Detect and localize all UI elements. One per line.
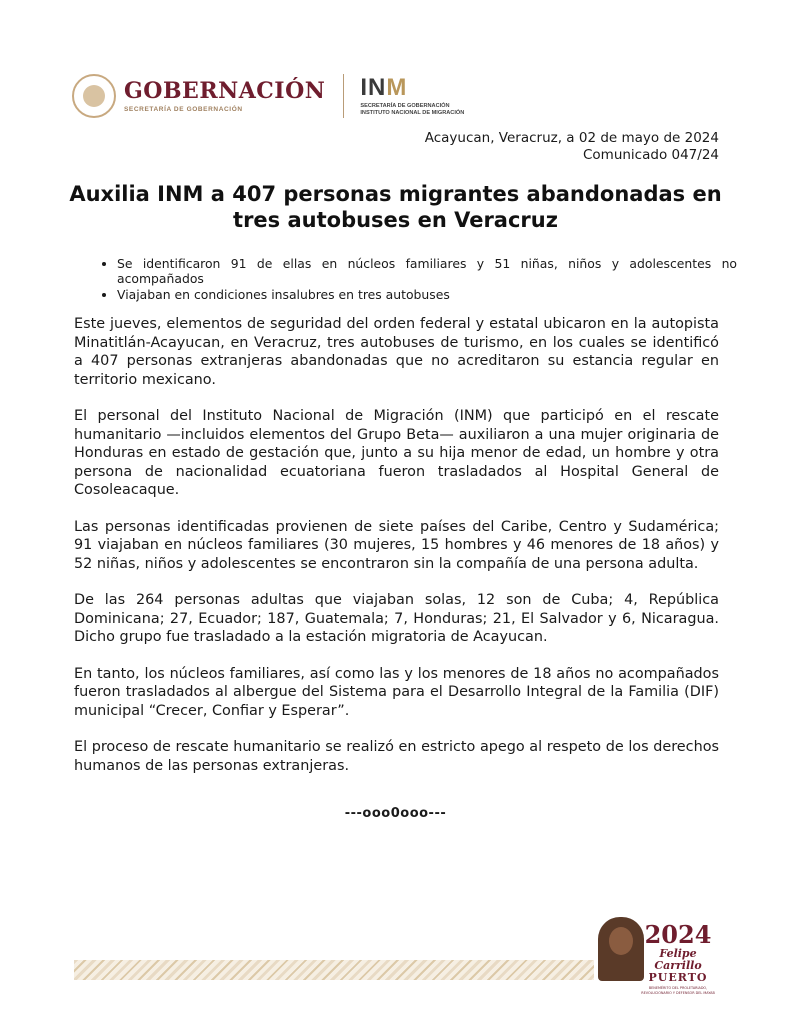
communique-number: Comunicado 047/24 [582, 147, 719, 163]
inm-wordmark [360, 73, 464, 101]
gobernacion-subtitle: SECRETARÍA DE GOBERNACIÓN [124, 106, 243, 113]
badge-name-line2: PUERTO [648, 971, 708, 984]
summary-bullets [99, 256, 737, 303]
paragraph: De las 264 personas adultas que viajaban solas, 12 son de Cuba; 4, República Dominicana; 27, Ecuador; 187, Guatemala; 7, Honduras; 21, El Salvador y 6, Nicaragua. Dicho grupo fue trasladado a la estación migratoria de Acayucan. [74, 592, 719, 645]
body-text [74, 315, 719, 793]
inm-subtitle-1: SECRETARÍA DE GOBERNACIÓN [360, 102, 450, 109]
badge-year: 2024 [644, 920, 712, 949]
inm-wordmark-left: IN [360, 73, 387, 101]
badge-name-line1: Felipe Carrillo [654, 947, 702, 972]
closing-mark: ---ooo0ooo--- [344, 806, 447, 821]
badge-tagline: BENEMÉRITO DEL PROLETARIADO, REVOLUCIONARIO Y DEFENSOR DEL MAYAB [641, 986, 715, 995]
decorative-footer-band [74, 960, 594, 980]
gobernacion-logo [124, 79, 325, 113]
national-seal-icon [72, 74, 116, 118]
inm-logo [360, 73, 465, 117]
headline: Auxilia INM a 407 personas migrantes abandonadas en tres autobuses en Veracruz [69, 182, 722, 232]
place-date: Acayucan, Veracruz, a 02 de mayo de 2024 [424, 130, 719, 146]
paragraph: Este jueves, elementos de seguridad del orden federal y estatal ubicaron en la autopista Minatitlán-Acayucan, en Veracruz, tres autobuses de turismo, en los cuales se identificó a 407 personas extranjeras abandonadas que no acreditaron su estancia regular en territorio mexicano. [74, 316, 719, 388]
dateline [425, 130, 719, 164]
letterhead [72, 68, 464, 124]
paragraph: El personal del Instituto Nacional de Migración (INM) que participó en el rescate humanitario —incluidos elementos del Grupo Beta— auxiliaron a una mujer originaria de Honduras en estado de gestación que, junto a su hija menor de edad, un hombre y otra persona de nacionalidad ecuatoriana fueron trasladados al Hospital General de Cosoleacaque. [74, 408, 719, 498]
bullet-item: • Se identificaron 91 de ellas en núcleos familiares y 51 niñas, niños y adolescentes no acompañados [117, 256, 737, 286]
commemorative-year-badge [636, 922, 720, 995]
paragraph: En tanto, los núcleos familiares, así como las y los menores de 18 años no acompañados fueron trasladados al albergue del Sistema para el Desarrollo Integral de la Familia (DIF) municipal “Crecer, Confiar y Esperar”. [74, 665, 719, 719]
logo-divider [343, 74, 344, 118]
bullet-item: • Viajaban en condiciones insalubres en tres autobuses [117, 287, 737, 302]
inm-subtitle-2: INSTITUTO NACIONAL DE MIGRACIÓN [360, 109, 465, 116]
paragraph: El proceso de rescate humanitario se realizó en estricto apego al respeto de los derechos humanos de las personas extranjeras. [74, 739, 719, 774]
paragraph: Las personas identificadas provienen de siete países del Caribe, Centro y Sudamérica; 91 viajaban en núcleos familiares (30 mujeres, 15 hombres y 46 menores de 18 años) y 52 niñas, niños y adolescentes se encontraron sin la compañía de una persona adulta. [74, 518, 719, 572]
inm-wordmark-right: M [386, 73, 408, 101]
gobernacion-title: GOBERNACIÓN [124, 78, 326, 104]
